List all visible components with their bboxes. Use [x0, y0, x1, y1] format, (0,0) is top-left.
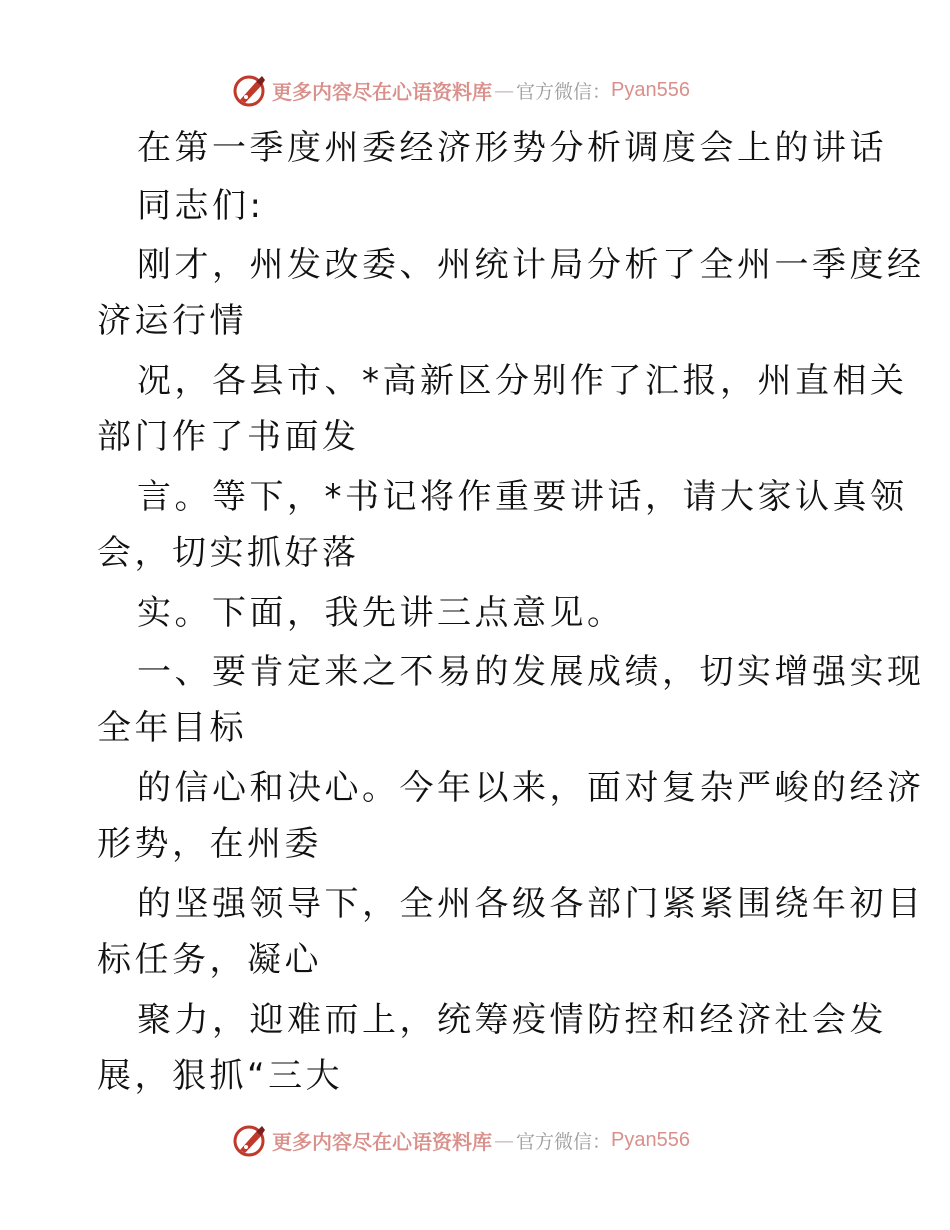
section-heading-line: 一、要肯定来之不易的发展成绩，切实增强实现	[137, 652, 925, 692]
pen-logo-icon	[232, 1122, 268, 1158]
text-line: 形势，在州委	[97, 824, 322, 864]
watermark-brand-text: 更多内容尽在心语资料库	[272, 1129, 492, 1154]
text-line: 济运行情	[97, 301, 247, 341]
watermark-brand-text: 更多内容尽在心语资料库	[272, 79, 492, 104]
text-line: 展，狠抓“三大	[97, 1056, 344, 1096]
watermark-dash: —	[494, 78, 514, 102]
text-line: 刚才，州发改委、州统计局分析了全州一季度经	[137, 245, 925, 285]
watermark-sub-text: 官方微信：	[516, 80, 612, 103]
text-line: 的信心和决心。今年以来，面对复杂严峻的经济	[137, 768, 925, 808]
text-line: 聚力，迎难而上，统筹疫情防控和经济社会发	[137, 1000, 887, 1040]
watermark-wechat-id: Pyan556	[611, 1128, 690, 1151]
text-line: 言。等下，*书记将作重要讲话，请大家认真领	[137, 477, 908, 517]
text-line: 全年目标	[97, 708, 247, 748]
document-title: 在第一季度州委经济形势分析调度会上的讲话	[137, 128, 887, 168]
footer-watermark	[232, 1121, 690, 1159]
text-line: 标任务，凝心	[97, 940, 322, 980]
text-line: 部门作了书面发	[97, 417, 360, 457]
text-line: 会，切实抓好落	[97, 533, 360, 573]
text-line: 实。下面，我先讲三点意见。	[137, 593, 625, 633]
header-watermark	[232, 71, 690, 109]
pen-logo-icon	[232, 72, 268, 108]
watermark-dash: —	[494, 1128, 514, 1152]
watermark-wechat-id: Pyan556	[611, 78, 690, 101]
text-line: 况，各县市、*高新区分别作了汇报，州直相关	[137, 361, 908, 401]
salutation: 同志们:	[137, 186, 265, 226]
text-line: 的坚强领导下，全州各级各部门紧紧围绕年初目	[137, 884, 925, 924]
watermark-sub-text: 官方微信：	[516, 1130, 612, 1153]
